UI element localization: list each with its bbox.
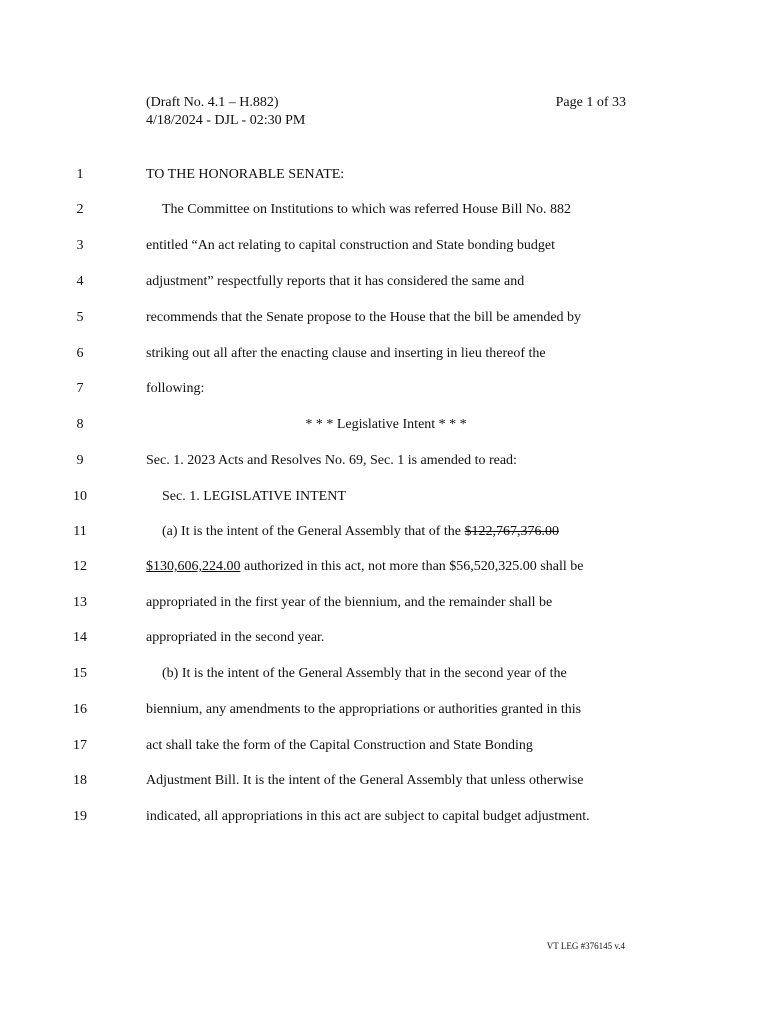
line-number: 4 [76,274,84,289]
line-number: 1 [76,167,84,182]
text-line [0,308,770,328]
text-line [0,664,770,684]
line-text-segment: (a) It is the intent of the General Assembly that of the [162,524,465,539]
line-number: 6 [76,346,84,361]
line-number: 17 [73,738,87,753]
text-line [0,807,770,827]
line-number: 18 [73,773,87,788]
line-text: act shall take the form of the Capital Construction and State Bonding [146,738,533,753]
line-number: 11 [73,524,87,539]
text-line [0,379,770,399]
line-text: appropriated in the first year of the biennium, and the remainder shall be [146,595,553,610]
text-line [0,415,770,435]
text-line [0,628,770,648]
text-line [0,487,770,507]
line-text [162,522,652,542]
text-line [0,451,770,471]
line-number: 19 [73,809,87,824]
text-line [0,272,770,292]
text-line [0,771,770,791]
line-text: striking out all after the enacting clause and inserting in lieu thereof the [146,346,546,361]
line-number: 8 [76,417,84,432]
section-heading: * * * Legislative Intent * * * [305,417,467,432]
draft-label: (Draft No. 4.1 – H.882) [146,95,279,110]
document-header [146,94,626,130]
text-line [0,236,770,256]
line-number: 9 [76,453,84,468]
text-line [0,593,770,613]
line-text: Adjustment Bill. It is the intent of the General Assembly that unless otherwise [146,773,584,788]
inserted-amount: $130,606,224.00 [146,559,241,574]
line-text: indicated, all appropriations in this act are subject to capital budget adjustment. [146,809,590,824]
line-text: adjustment” respectfully reports that it has considered the same and [146,274,525,289]
line-text: TO THE HONORABLE SENATE: [146,167,345,182]
text-line [0,165,770,185]
line-number: 10 [73,489,87,504]
line-text: biennium, any amendments to the appropriations or authorities granted in this [146,702,582,717]
line-number: 7 [76,381,84,396]
line-text: following: [146,381,205,396]
line-text: The Committee on Institutions to which was referred House Bill No. 882 [162,202,572,217]
line-number: 3 [76,238,84,253]
line-text: Sec. 1. 2023 Acts and Resolves No. 69, Sec. 1 is amended to read: [146,453,517,468]
line-number: 5 [76,310,84,325]
line-text: entitled “An act relating to capital construction and State bonding budget [146,238,555,253]
line-text: Sec. 1. LEGISLATIVE INTENT [162,489,346,504]
text-line [0,344,770,364]
struck-amount: $122,767,376.00 [464,524,559,539]
line-number: 16 [73,702,87,717]
line-number: 13 [73,595,87,610]
text-line [0,522,770,542]
text-line [0,736,770,756]
line-text: appropriated in the second year. [146,630,325,645]
line-text: (b) It is the intent of the General Assembly that in the second year of the [162,666,567,681]
page-number: Page 1 of 33 [555,95,626,110]
text-line [0,200,770,220]
document-footer: VT LEG #376145 v.4 [546,941,625,951]
line-number: 2 [76,202,84,217]
draft-date: 4/18/2024 - DJL - 02:30 PM [146,113,306,128]
line-number: 15 [73,666,87,681]
line-text: recommends that the Senate propose to the House that the bill be amended by [146,310,582,325]
text-line [0,557,770,577]
line-text-segment: authorized in this act, not more than $56,520,325.00 shall be [240,559,584,574]
line-number: 14 [73,630,87,645]
text-line [0,700,770,720]
line-text [146,557,636,577]
line-number: 12 [73,559,87,574]
